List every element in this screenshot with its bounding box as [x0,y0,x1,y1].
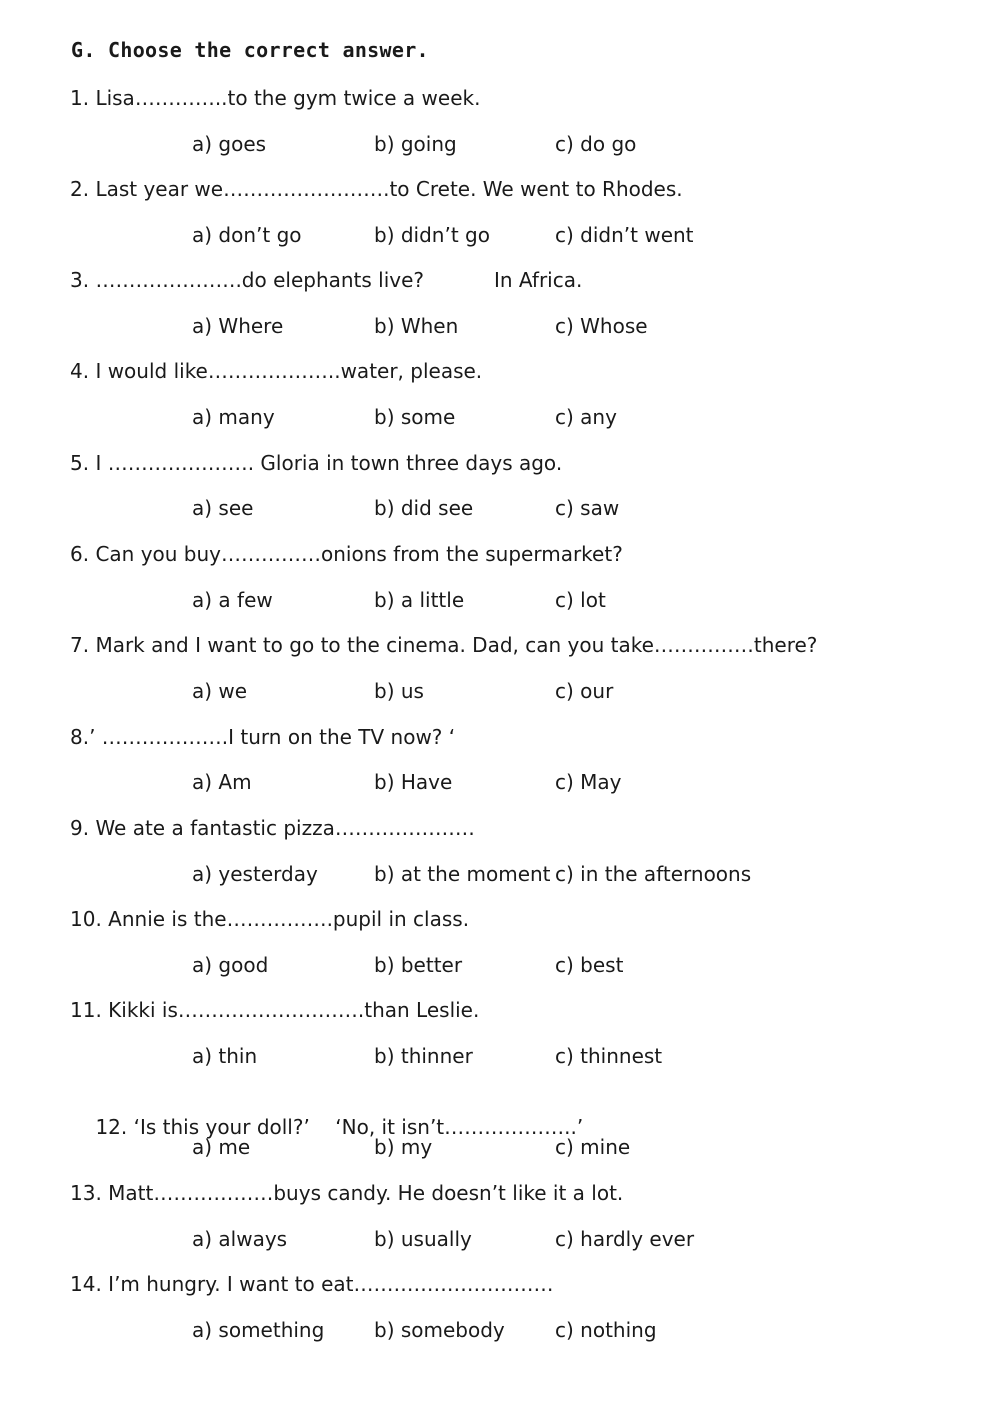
question-answer-hint: In Africa. [494,268,583,292]
question-text: 2. Last year we…………………….to Crete. We went to Rhodes. [70,177,683,201]
question-text: 7. Mark and I want to go to the cinema. Dad, can you take……………there? [70,633,818,657]
option-a[interactable]: a) a few [192,588,273,612]
option-a[interactable]: a) we [192,679,248,703]
option-b[interactable]: b) thinner [374,1044,473,1068]
option-c[interactable]: c) didn’t went [555,223,694,247]
option-c[interactable]: c) best [555,953,624,977]
question-1 [70,85,480,111]
question-2-options [0,222,1000,250]
question-4-options [0,404,1000,432]
question-text: 10. Annie is the…………….pupil in class. [70,907,470,931]
question-7-options [0,678,1000,706]
question-11 [70,997,479,1023]
option-a[interactable]: a) good [192,953,269,977]
question-13-options [0,1226,1000,1254]
question-7 [70,632,817,658]
question-text: 8.’ ……………….I turn on the TV now? ‘ [70,725,456,749]
option-b[interactable]: b) better [374,953,463,977]
option-a[interactable]: a) Where [192,314,284,338]
question-4 [70,358,482,384]
option-c[interactable]: c) our [555,679,614,703]
option-b[interactable]: b) going [374,132,457,156]
question-5 [70,450,562,476]
question-text: 4. I would like………………..water, please. [70,359,483,383]
question-14 [70,1271,554,1297]
option-b[interactable]: b) somebody [374,1318,505,1342]
option-a[interactable]: a) thin [192,1044,258,1068]
question-10 [70,906,469,932]
option-b[interactable]: b) did see [374,496,474,520]
option-b[interactable]: b) didn’t go [374,223,490,247]
question-2 [70,176,683,202]
option-b[interactable]: b) my [374,1135,433,1159]
question-6-options [0,587,1000,615]
option-a[interactable]: a) yesterday [192,862,318,886]
option-c[interactable]: c) saw [555,496,620,520]
question-14-options [0,1317,1000,1345]
option-c[interactable]: c) in the afternoons [555,862,752,886]
option-b[interactable]: b) a little [374,588,465,612]
option-a[interactable]: a) Am [192,770,252,794]
option-c[interactable]: c) May [555,770,622,794]
question-8-options [0,769,1000,797]
question-11-options [0,1043,1000,1071]
option-c[interactable]: c) thinnest [555,1044,663,1068]
question-text: 9. We ate a fantastic pizza………………… [70,816,475,840]
question-text: 13. Matt………………buys candy. He doesn’t like it a lot. [70,1181,624,1205]
option-c[interactable]: c) Whose [555,314,648,338]
question-text: 12. ‘Is this your doll?’ ‘No, it isn’t………………..’ [95,1115,584,1139]
option-a[interactable]: a) don’t go [192,223,302,247]
question-6 [70,541,623,567]
option-a[interactable]: a) something [192,1318,325,1342]
question-1-options [0,131,1000,159]
question-5-options [0,495,1000,523]
question-10-options [0,952,1000,980]
option-b[interactable]: b) When [374,314,459,338]
option-b[interactable]: b) some [374,405,456,429]
question-9-options [0,861,1000,889]
question-text: 3. ………………….do elephants live? [70,268,425,292]
option-b[interactable]: b) Have [374,770,453,794]
question-12-options [0,1134,1000,1162]
exercise-title: G. Choose the correct answer. [71,38,429,62]
question-9 [70,815,475,841]
option-c[interactable]: c) nothing [555,1318,657,1342]
option-a[interactable]: a) goes [192,132,267,156]
question-text: 14. I’m hungry. I want to eat………………………… [70,1272,554,1296]
option-a[interactable]: a) many [192,405,275,429]
option-a[interactable]: a) see [192,496,254,520]
option-a[interactable]: a) me [192,1135,251,1159]
option-b[interactable]: b) at the moment [374,862,551,886]
question-text: 1. Lisa…………..to the gym twice a week. [70,86,481,110]
option-c[interactable]: c) hardly ever [555,1227,695,1251]
option-b[interactable]: b) us [374,679,424,703]
option-a[interactable]: a) always [192,1227,288,1251]
option-c[interactable]: c) lot [555,588,606,612]
option-b[interactable]: b) usually [374,1227,472,1251]
option-c[interactable]: c) do go [555,132,637,156]
question-3-options [0,313,1000,341]
option-c[interactable]: c) mine [555,1135,631,1159]
option-c[interactable]: c) any [555,405,617,429]
question-3 [70,267,583,293]
question-text: 11. Kikki is……………………….than Leslie. [70,998,480,1022]
question-text: 5. I …………………. Gloria in town three days ago. [70,451,563,475]
question-8 [70,724,455,750]
question-13 [70,1180,623,1206]
question-text: 6. Can you buy……………onions from the supermarket? [70,542,623,566]
